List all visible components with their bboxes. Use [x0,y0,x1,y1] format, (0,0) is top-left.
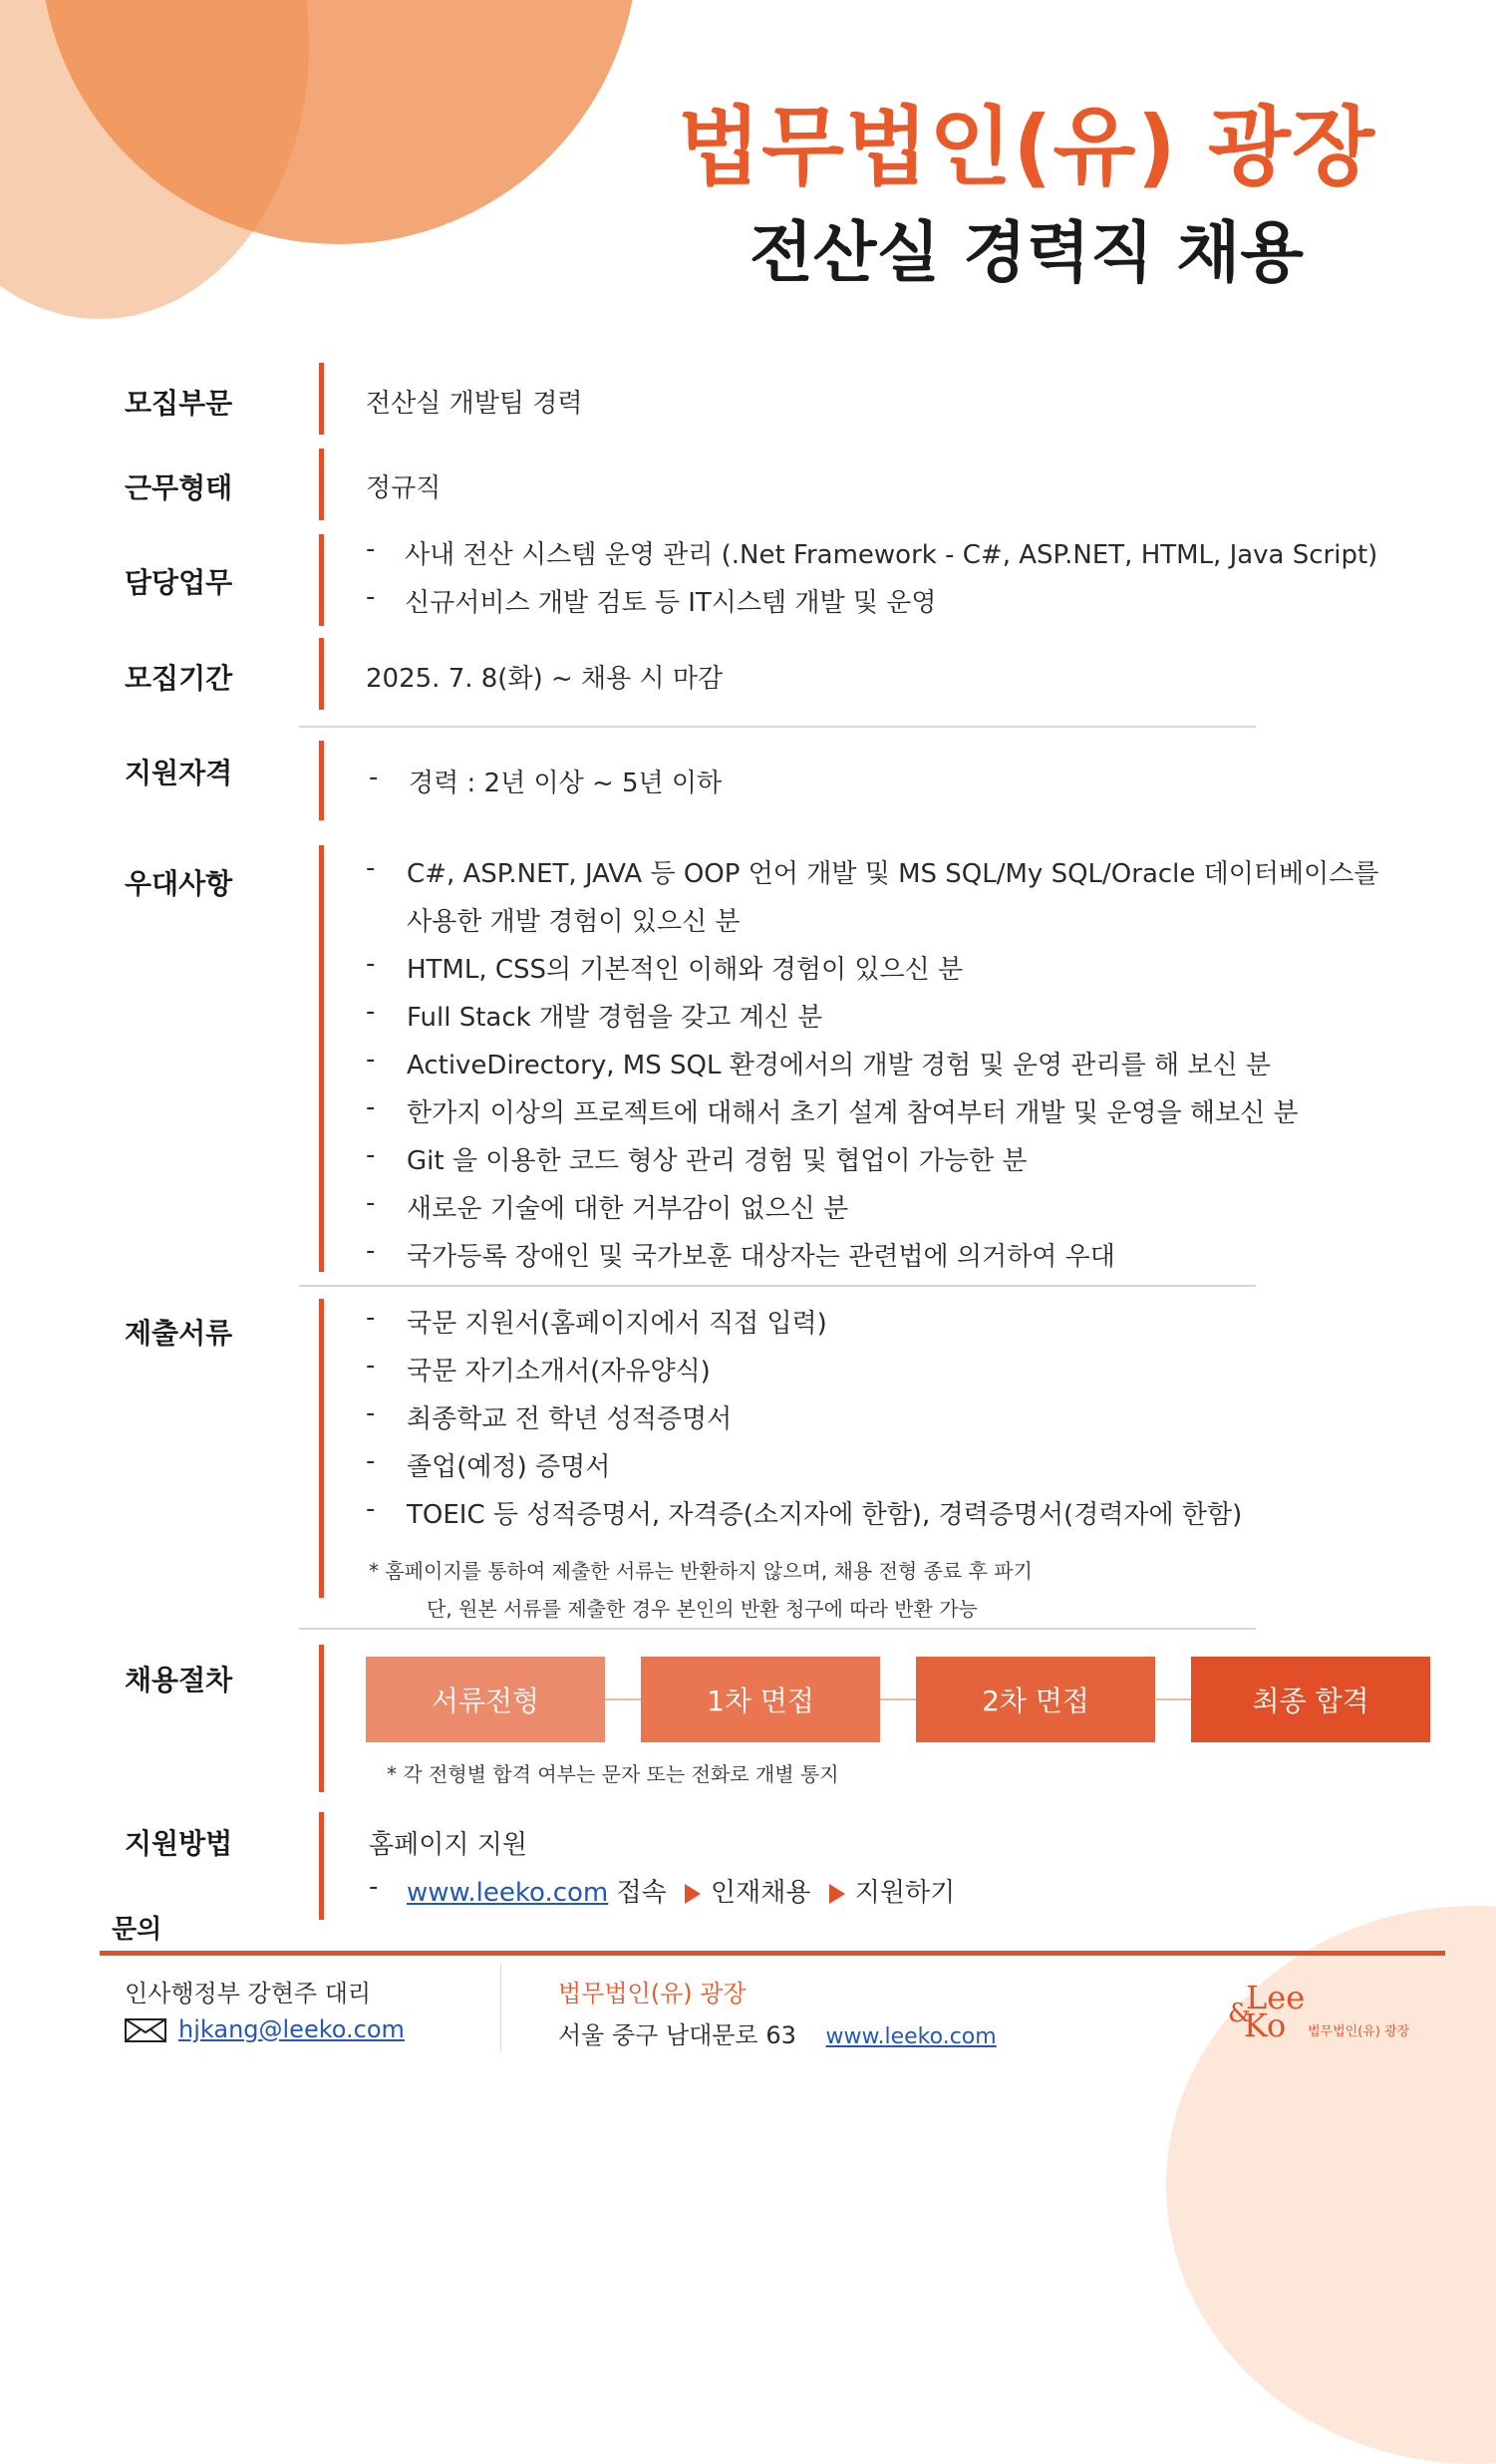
bullet-dash: - [366,1140,376,1170]
process-step-3: 2차 면접 [916,1657,1155,1742]
bullet-dash: - [366,1092,376,1122]
bullet-dash: - [369,763,379,792]
bullet-dash: - [366,949,376,979]
section-bar [319,363,324,435]
label-period: 모집기간 [125,662,233,695]
preferred-item: ActiveDirectory, MS SQL 환경에서의 개발 경험 및 운영 관리를 해 보신 분 [407,1051,1272,1080]
section-bar [319,1812,324,1920]
footer-vertical-divider [500,1964,501,2051]
documents-note-2: 단, 원본 서류를 제출한 경우 본인의 반환 청구에 따라 반환 가능 [427,1597,978,1621]
page-title: 전산실 경력직 채용 [748,214,1304,291]
bullet-dash: - [366,1045,376,1075]
preferred-item: C#, ASP.NET, JAVA 등 OOP 언어 개발 및 MS SQL/My SQL/Oracle 데이터베이스를 [407,859,1379,889]
preferred-item: Git 을 이용한 코드 형상 관리 경험 및 협업이 가능한 분 [407,1146,1028,1176]
process-step-2: 1차 면접 [641,1657,880,1742]
footer-divider [100,1951,1445,1956]
apply-path-3: 지원하기 [854,1878,956,1908]
label-process: 채용절차 [125,1664,233,1696]
document-item: TOEIC 등 성적증명서, 자격증(소지자에 한함), 경력증명서(경력자에 한함) [407,1500,1243,1530]
process-step-4: 최종 합격 [1191,1657,1430,1742]
arrow-right-icon [685,1884,701,1904]
firm-title: 법무법인(유) 광장 [677,98,1376,197]
divider [299,726,1256,728]
footer-address-row [558,2015,997,2050]
apply-path-2: 인재채용 [711,1878,811,1908]
contact-email-link[interactable]: hjkang@leeko.com [178,2015,405,2043]
value-apply: 홈페이지 지원 [369,1830,527,1860]
step-connector [604,1698,642,1700]
apply-website-link[interactable]: www.leeko.com [407,1878,609,1908]
label-duties: 담당업무 [125,566,233,599]
arrow-right-icon [829,1884,845,1904]
logo-tagline: 법무법인(유) 광장 [1308,2024,1410,2039]
bullet-dash: - [366,582,376,612]
preferred-item: Full Stack 개발 경험을 갖고 계신 분 [407,1003,823,1033]
footer-firm-name: 법무법인(유) 광장 [558,1980,747,2007]
bullet-dash: - [366,1188,376,1218]
leeko-logo [1228,1979,1427,2048]
section-bar [319,638,324,710]
contact-email-row [125,2015,405,2043]
logo-lee: Lee [1246,1979,1306,2016]
document-item: 국문 지원서(홈페이지에서 직접 입력) [407,1309,827,1339]
label-qualification: 지원자격 [125,757,233,789]
process-note: * 각 전형별 합격 여부는 문자 또는 전화로 개별 통지 [387,1762,839,1786]
apply-path [407,1872,955,1909]
apply-path-1: 접속 [616,1878,667,1908]
qualification-item: 경력 : 2년 이상 ~ 5년 이하 [409,769,723,798]
section-bar [319,741,324,820]
bullet-dash: - [366,1303,376,1333]
preferred-item: 새로운 기술에 대한 거부감이 없으신 분 [407,1194,849,1224]
preferred-item: 한가지 이상의 프로젝트에 대해서 초기 설계 참여부터 개발 및 운영을 해보신 분 [407,1098,1299,1128]
section-bar [319,1645,324,1792]
process-step-1: 서류전형 [366,1657,605,1742]
label-apply: 지원방법 [125,1827,233,1860]
section-bar [319,534,324,626]
label-documents: 제출서류 [125,1317,233,1350]
preferred-item: HTML, CSS의 기본적인 이해와 경험이 있으신 분 [407,955,964,985]
section-bar [319,1299,324,1598]
step-connector [879,1698,917,1700]
duty-item: 신규서비스 개발 검토 등 IT시스템 개발 및 운영 [405,588,937,618]
bullet-dash: - [366,853,376,883]
documents-note-1: * 홈페이지를 통하여 제출한 서류는 반환하지 않으며, 채용 전형 종료 후 파기 [369,1559,1033,1583]
bullet-dash: - [366,1398,376,1428]
value-recruit-division: 전산실 개발팀 경력 [366,389,583,419]
footer-website-link[interactable]: www.leeko.com [825,2024,997,2049]
label-preferred: 우대사항 [125,867,233,900]
inquiry-label: 문의 [112,1915,162,1945]
bullet-dash: - [366,534,376,564]
value-period: 2025. 7. 8(화) ~ 채용 시 마감 [366,664,724,694]
document-item: 졸업(예정) 증명서 [407,1452,611,1482]
label-employment-type: 근무형태 [125,471,233,504]
bullet-dash: - [366,1236,376,1266]
bullet-dash: - [369,1872,379,1902]
document-item: 최종학교 전 학년 성적증명서 [407,1404,733,1434]
bullet-dash: - [366,997,376,1027]
divider [299,1285,1256,1287]
step-connector [1156,1698,1194,1700]
logo-ampersand: & [1228,1999,1252,2028]
footer-address: 서울 중구 남대문로 63 [558,2021,796,2049]
section-bar [319,449,324,520]
bullet-dash: - [366,1446,376,1476]
duty-item: 사내 전산 시스템 운영 관리 (.Net Framework - C#, ASP.NET, HTML, Java Script) [405,540,1378,570]
bullet-dash: - [366,1494,376,1524]
label-recruit-division: 모집부문 [125,387,233,420]
bullet-dash: - [366,1351,376,1381]
value-employment-type: 정규직 [366,473,442,503]
preferred-item: 국가등록 장애인 및 국가보훈 대상자는 관련법에 의거하여 우대 [407,1242,1115,1272]
document-item: 국문 자기소개서(자유양식) [407,1357,711,1386]
contact-person: 인사행정부 강현주 대리 [125,1980,372,2007]
preferred-item-cont: 사용한 개발 경험이 있으신 분 [407,907,741,937]
envelope-icon [125,2018,166,2042]
section-bar [319,845,324,1272]
logo-ko: Ko [1244,2006,1287,2044]
divider [299,1628,1256,1630]
